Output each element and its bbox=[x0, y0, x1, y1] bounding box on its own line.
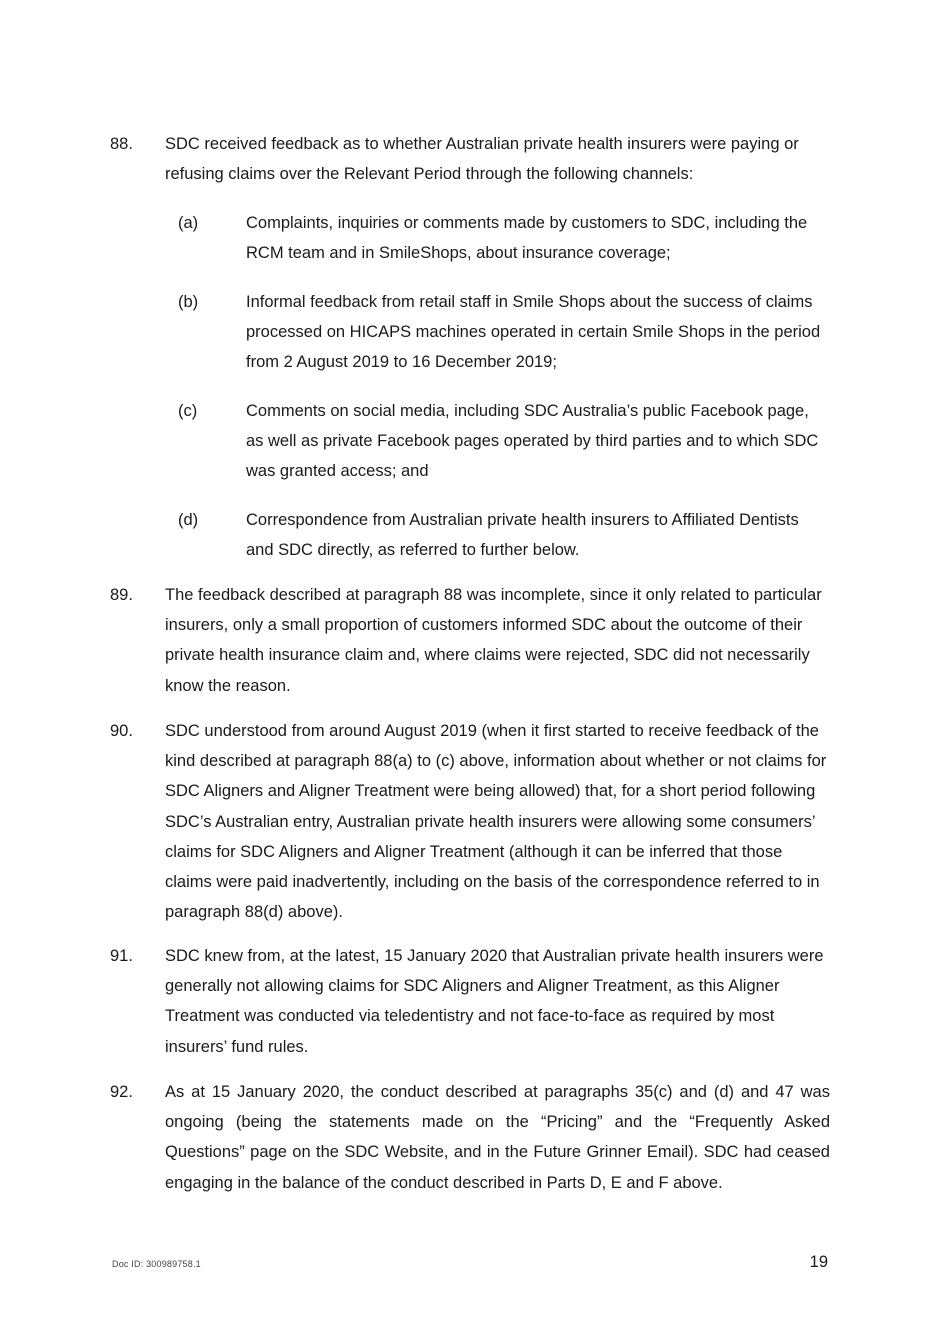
subparagraph-text: Complaints, inquiries or comments made by customers to SDC, including the RCM team and in SmileShops, about insurance coverage; bbox=[246, 214, 808, 263]
paragraph-number: 90. bbox=[110, 722, 133, 740]
subparagraph-88b bbox=[178, 287, 828, 378]
paragraph-text: SDC understood from around August 2019 (when it first started to receive feedback of the kind described at paragraph 88(a) to (c) above, information about whether or not claims for SDC Aligners and Aligner Treatment were being allowed) that, for a short period following SDC’s Australian entry, Australian private health insurers were allowing some consumers’ claims for SDC Aligners and Aligner Treatment (although it can be inferred that those claims were paid inadvertently, including on the basis of the correspondence referred to in paragraph 88(d) above). bbox=[165, 722, 827, 922]
paragraph-text: SDC knew from, at the latest, 15 January 2020 that Australian private health insurers were generally not allowing claims for SDC Aligners and Aligner Treatment, as this Aligner Treatment was conducted via teledentistry and not face-to-face as required by most insurers’ fund rules. bbox=[165, 947, 824, 1056]
subparagraph-88a bbox=[178, 208, 828, 268]
paragraph-89 bbox=[110, 580, 830, 701]
paragraph-text: SDC received feedback as to whether Australian private health insurers were paying or refusing claims over the Relevant Period through the following channels: bbox=[165, 135, 799, 184]
subparagraph-text: Correspondence from Australian private health insurers to Affiliated Dentists and SDC directly, as referred to further below. bbox=[246, 511, 799, 560]
paragraph-92 bbox=[110, 1077, 830, 1198]
subparagraph-label: (c) bbox=[178, 402, 198, 420]
document-id: Doc ID: 300989758.1 bbox=[112, 1259, 201, 1269]
subparagraph-label: (a) bbox=[178, 214, 199, 232]
subparagraph-label: (b) bbox=[178, 293, 199, 311]
subparagraph-label: (d) bbox=[178, 511, 199, 529]
paragraph-text: The feedback described at paragraph 88 was incomplete, since it only related to particular insurers, only a small proportion of customers informed SDC about the outcome of their private health insurance claim and, where claims were rejected, SDC did not necessarily know the reason. bbox=[165, 586, 822, 695]
paragraph-88 bbox=[110, 129, 830, 189]
subparagraph-88d bbox=[178, 505, 828, 565]
page-number: 19 bbox=[809, 1253, 828, 1271]
paragraph-number: 92. bbox=[110, 1083, 133, 1101]
subparagraph-88c bbox=[178, 396, 828, 487]
subparagraph-text: Informal feedback from retail staff in Smile Shops about the success of claims processed on HICAPS machines operated in certain Smile Shops in the period from 2 August 2019 to 16 December 2019; bbox=[246, 293, 821, 372]
paragraph-number: 91. bbox=[110, 947, 133, 965]
paragraph-number: 88. bbox=[110, 135, 133, 153]
paragraph-text: As at 15 January 2020, the conduct described at paragraphs 35(c) and (d) and 47 was ongoing (being the statements made on the “Pricing” and the “Frequently Asked Questions” page on the SDC Website, and in the Future Grinner Email). SDC had ceased engaging in the balance of the conduct described in Parts D, E and F above. bbox=[165, 1083, 830, 1192]
paragraph-90 bbox=[110, 716, 830, 927]
paragraph-91 bbox=[110, 941, 830, 1062]
paragraph-number: 89. bbox=[110, 586, 133, 604]
subparagraph-text: Comments on social media, including SDC Australia’s public Facebook page, as well as private Facebook pages operated by third parties and to which SDC was granted access; and bbox=[246, 402, 819, 481]
